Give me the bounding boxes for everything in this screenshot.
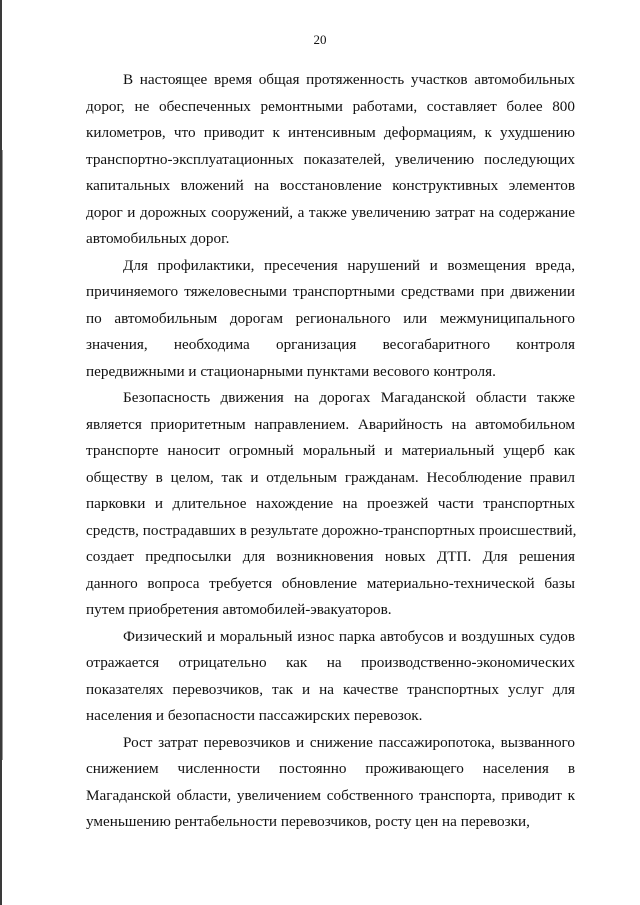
paragraph-line: путем приобретения автомобилей-эвакуаторов. — [86, 601, 392, 618]
paragraph-line: является приоритетным направлением. Аварийность на автомобильном — [86, 415, 575, 433]
paragraph — [86, 385, 575, 624]
paragraph-line: средств, пострадавших в результате дорожно-транспортных происшествий, — [86, 521, 577, 539]
paragraph-line: снижением численности постоянно проживающего населения в — [86, 760, 575, 777]
paragraph-line: показателях перевозчиков, так и на качестве транспортных услуг для — [86, 680, 575, 698]
paragraph-line: капитальных вложений на восстановление конструктивных элементов — [86, 177, 575, 194]
document-body — [86, 67, 575, 836]
paragraph — [86, 67, 575, 253]
paragraph-line: создает предпосылки для возникновения новых ДТП. Для решения — [86, 548, 575, 565]
paragraph — [86, 253, 575, 386]
paragraph-line: В настоящее время общая протяженность участков автомобильных — [123, 71, 575, 88]
paragraph-line: парковки и длительное нахождение на проезжей части транспортных — [86, 495, 575, 512]
paragraph-line: населения и безопасности пассажирских перевозок. — [86, 707, 423, 724]
paragraph-line: значения, необходима организация весогабаритного контроля — [86, 336, 575, 353]
paragraph-line: дорог и дорожных сооружений, а также увеличению затрат на содержание — [86, 203, 575, 221]
paragraph — [86, 624, 575, 730]
paragraph-line: данного вопроса требуется обновление материально-технической базы — [86, 574, 575, 592]
paragraph-line: Безопасность движения на дорогах Магаданской области также — [123, 389, 575, 406]
paragraph-line: передвижными и стационарными пунктами весового контроля. — [86, 362, 496, 380]
paragraph-line: причиняемого тяжеловесными транспортными средствами при движении — [86, 283, 575, 300]
paragraph — [86, 730, 575, 836]
paragraph-line: по автомобильным дорогам регионального или межмуниципального — [86, 309, 575, 327]
paragraph-line: транспорте наносит огромный моральный и материальный ущерб как — [86, 442, 575, 459]
paragraph-line: дорог, не обеспеченных ремонтными работами, составляет более 800 — [86, 97, 575, 115]
paragraph-line: Для профилактики, пресечения нарушений и возмещения вреда, — [123, 256, 575, 274]
paragraph-line: транспортно-эксплуатационных показателей, увеличению последующих — [86, 150, 575, 168]
paragraph-line: Магаданской области, увеличением собственного транспорта, приводит к — [86, 786, 575, 804]
paragraph-line: Рост затрат перевозчиков и снижение пассажиропотока, вызванного — [123, 733, 575, 751]
paragraph-line: километров, что приводит к интенсивным деформациям, к ухудшению — [86, 124, 575, 141]
page-number: 20 — [313, 32, 327, 47]
paragraph-line: отражается отрицательно как на производственно-экономических — [86, 654, 575, 671]
paragraph-line: Физический и моральный износ парка автобусов и воздушных судов — [123, 627, 575, 645]
paragraph-line: автомобильных дорог. — [86, 230, 230, 247]
page-edge-shadow — [2, 150, 6, 760]
paragraph-line: уменьшению рентабельности перевозчиков, росту цен на перевозки, — [86, 813, 530, 830]
paragraph-line: обществу в целом, так и отдельным гражданам. Несоблюдение правил — [86, 468, 575, 486]
